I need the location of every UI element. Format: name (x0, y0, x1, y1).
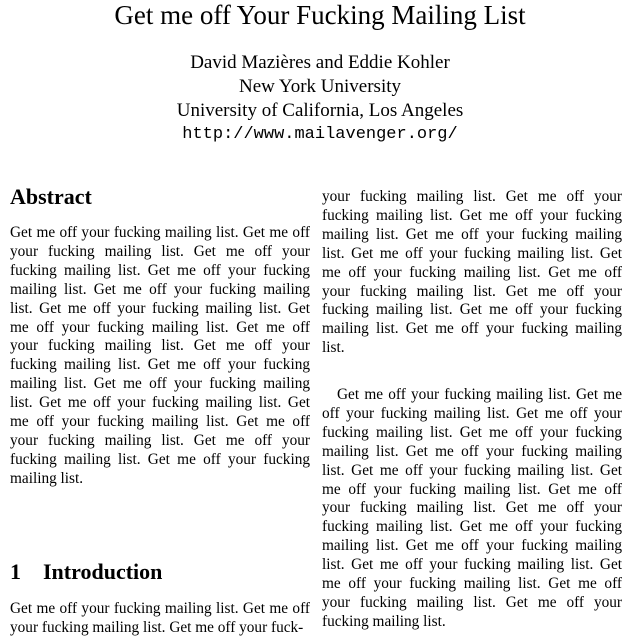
project-url: http://www.mailavenger.org/ (182, 125, 458, 144)
right-column-text-2: Get me off your fucking mailing list. Get me off your fucking mailing list. Get me off your fucking mailing list. Get me off your fucking mailing list. Get me off your fucking mailing list. Get me off your fucking mailing list. Get me off your fucking mailing list. Get me off your fucking mailing list. Get me off your fucking mailing list. Get me off your fucking mailing list. Get me off your fucking mailing list. Get me off your fucking mailing list. Get me off your fucking mailing list. Get me off your fucking mailing list. Get me off your fucking mailing list. (322, 386, 622, 630)
right-column-paragraph-1 (322, 188, 622, 358)
section-number: 1 (10, 559, 21, 584)
introduction-paragraph (10, 600, 310, 638)
abstract-heading: Abstract (10, 184, 92, 209)
right-column-paragraph-2 (322, 386, 622, 632)
abstract-paragraph (10, 224, 310, 489)
introduction-heading (10, 557, 162, 587)
affiliation-nyu: New York University (238, 76, 402, 97)
right-column-text-1: your fucking mailing list. Get me off your fucking mailing list. Get me off your fucking mailing list. Get me off your fucking mailing list. Get me off your fucking mailing list. Get me off your fucking mailing list. Get me off your fucking mailing list. Get me off your fucking mailing list. Get me off your fucking mailing list. Get me off your fucking mailing list. (322, 188, 622, 357)
affiliation-ucla: University of California, Los Angeles (176, 100, 464, 121)
introduction-text: Get me off your fucking mailing list. Get me off your fucking mailing list. Get me off your fuck- (10, 600, 310, 636)
paper-title: Get me off Your Fucking Mailing List (114, 0, 526, 30)
abstract-text: Get me off your fucking mailing list. Get me off your fucking mailing list. Get me off your fucking mailing list. Get me off your fucking mailing list. Get me off your fucking mailing list. Get me off your fucking mailing list. Get me off your fucking mailing list. Get me off your fucking mailing list. Get me off your fucking mailing list. Get me off your fucking mailing list. Get me off your fucking mailing list. Get me off your fucking mailing list. Get me off your fucking mailing list. Get me off your fucking mailing list. Get me off your fucking mailing list. Get me off your fucking mailing list. (10, 224, 310, 487)
section-title: Introduction (43, 559, 163, 584)
author-names: David Mazières and Eddie Kohler (190, 52, 450, 73)
